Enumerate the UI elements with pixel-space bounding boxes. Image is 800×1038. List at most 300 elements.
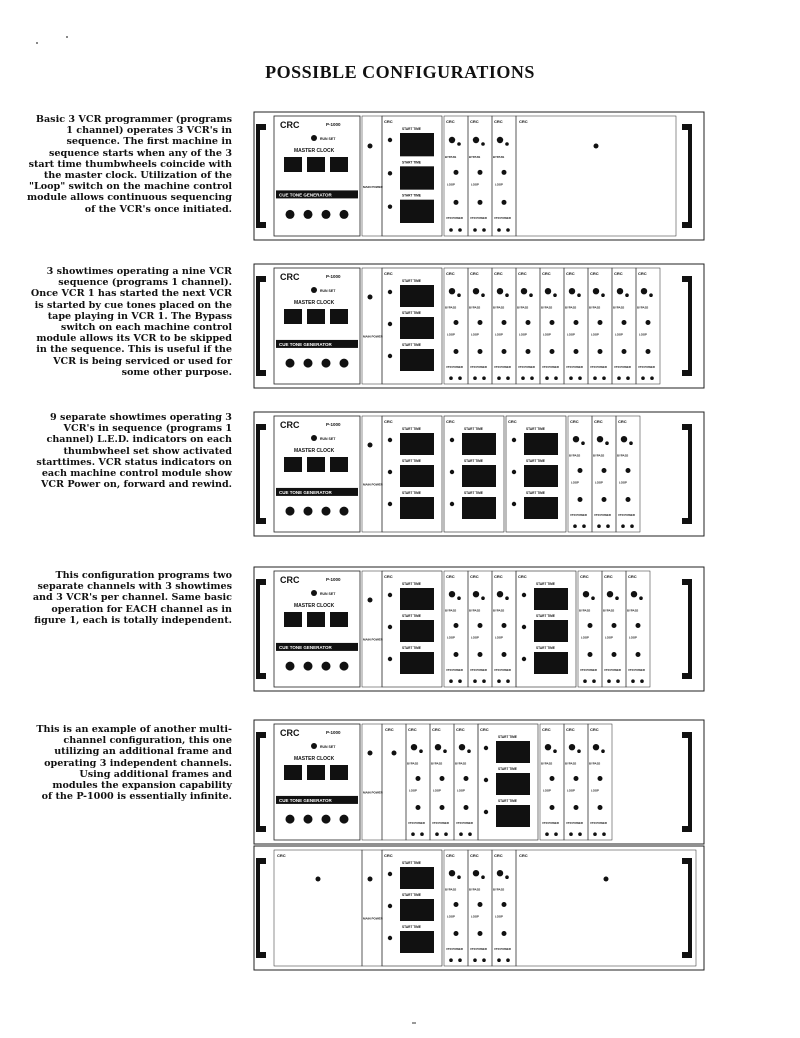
equipment-rack	[254, 112, 704, 240]
control-knob	[626, 497, 631, 502]
control-knob	[569, 832, 573, 836]
desc-line: sequence. The first machine in	[66, 136, 232, 148]
control-knob	[506, 228, 510, 232]
brand-logo: CRC	[590, 271, 599, 276]
desc-line: Once VCR 1 has started the next VCR	[30, 288, 232, 300]
rack-frame	[254, 112, 704, 240]
control-knob	[419, 749, 423, 753]
control-knob	[622, 320, 627, 325]
control-knob	[322, 210, 331, 219]
thumbwheel-window	[400, 931, 434, 953]
run-set-label: RUN SET	[320, 289, 336, 293]
control-knob	[497, 870, 503, 876]
control-knob	[464, 805, 469, 810]
vtr-power-label: VTR POWER	[446, 946, 463, 951]
control-knob	[450, 470, 454, 474]
brand-logo: CRC	[280, 728, 300, 738]
control-knob	[311, 135, 317, 141]
bypass-label: BYPASS	[617, 453, 629, 458]
control-knob	[449, 870, 455, 876]
control-knob	[454, 320, 459, 325]
control-knob	[522, 625, 526, 629]
control-knob	[602, 468, 607, 473]
vtr-power-label: VTR POWER	[580, 667, 597, 672]
start-time-label: START TIME	[402, 861, 421, 865]
control-knob	[578, 497, 583, 502]
control-knob	[646, 320, 651, 325]
brand-logo: CRC	[566, 271, 575, 276]
desc-line: and 3 VCR's per channel. Same basic	[32, 592, 232, 604]
control-knob	[593, 744, 599, 750]
brand-logo: CRC	[408, 727, 417, 732]
control-knob	[388, 657, 392, 661]
control-knob	[636, 652, 641, 657]
control-knob	[604, 877, 609, 882]
control-knob	[368, 443, 373, 448]
start-time-label: START TIME	[498, 767, 517, 771]
main-power-label: MAIN POWER	[363, 482, 383, 487]
start-time-label: START TIME	[526, 491, 545, 495]
control-knob	[454, 652, 459, 657]
brand-logo: CRC	[590, 727, 599, 732]
desc-line: channel) L.E.D. indicators on each	[46, 434, 232, 446]
vtr-power-label: VTR POWER	[542, 820, 559, 825]
control-knob	[577, 293, 581, 297]
thumbwheel-window	[400, 652, 434, 674]
vtr-power-label: VTR POWER	[590, 820, 607, 825]
control-knob	[502, 349, 507, 354]
loop-label: LOOP	[567, 332, 575, 337]
bypass-label: BYPASS	[445, 887, 457, 892]
control-knob	[617, 288, 623, 294]
control-knob	[467, 749, 471, 753]
loop-label: LOOP	[567, 788, 575, 793]
loop-label: LOOP	[447, 635, 455, 640]
control-knob	[597, 436, 603, 442]
control-knob	[606, 524, 610, 528]
vtr-power-label: VTR POWER	[432, 820, 449, 825]
control-knob	[597, 524, 601, 528]
main-power-label: MAIN POWER	[363, 185, 383, 189]
control-knob	[322, 359, 331, 368]
control-knob	[601, 293, 605, 297]
bypass-label: BYPASS	[469, 887, 481, 892]
control-knob	[411, 744, 417, 750]
control-knob	[626, 468, 631, 473]
control-knob	[569, 744, 575, 750]
clock-digit-window	[284, 765, 302, 780]
loop-label: LOOP	[581, 635, 589, 640]
start-time-label: START TIME	[536, 646, 555, 650]
control-knob	[484, 778, 488, 782]
rack-figure-3	[252, 410, 712, 540]
control-knob	[550, 776, 555, 781]
loop-label: LOOP	[629, 635, 637, 640]
start-time-label: START TIME	[526, 427, 545, 431]
cue-tone-label: CUE TONE GENERATOR	[279, 644, 332, 650]
desc-line: the master clock. Utilization of the	[43, 170, 232, 182]
control-knob	[388, 138, 392, 142]
cue-tone-label: CUE TONE GENERATOR	[279, 192, 332, 198]
run-set-label: RUN SET	[320, 437, 336, 441]
control-knob	[340, 507, 349, 516]
control-knob	[304, 210, 313, 219]
control-knob	[601, 749, 605, 753]
control-knob	[286, 507, 295, 516]
desc-line: sequence starts when any of the 3	[49, 147, 232, 159]
brand-logo: CRC	[542, 271, 551, 276]
control-knob	[578, 468, 583, 473]
master-clock-label: MASTER CLOCK	[294, 300, 335, 306]
loop-label: LOOP	[495, 182, 503, 187]
control-knob	[388, 204, 392, 208]
start-time-label: START TIME	[402, 427, 421, 431]
thumbwheel-window	[400, 166, 434, 189]
control-knob	[641, 376, 645, 380]
control-knob	[311, 590, 317, 596]
thumbwheel-window	[400, 433, 434, 455]
config-5-description	[36, 724, 232, 802]
desc-line: VCR Power on, forward and rewind.	[40, 479, 232, 491]
main-power-label: MAIN POWER	[363, 916, 383, 921]
thumbwheel-window	[400, 465, 434, 487]
master-clock-label: MASTER CLOCK	[294, 756, 335, 762]
control-knob	[388, 470, 392, 474]
control-knob	[473, 376, 477, 380]
vtr-power-label: VTR POWER	[470, 364, 487, 369]
control-knob	[602, 497, 607, 502]
model-label: P-1000	[326, 274, 341, 279]
control-knob	[521, 376, 525, 380]
desc-line: starttimes. VCR status indicators on	[36, 456, 232, 468]
vtr-power-label: VTR POWER	[618, 512, 635, 517]
control-knob	[598, 349, 603, 354]
control-knob	[629, 441, 633, 445]
control-knob	[626, 376, 630, 380]
control-knob	[591, 596, 595, 600]
control-knob	[464, 776, 469, 781]
desc-line: This configuration programs two	[55, 570, 232, 581]
control-knob	[340, 359, 349, 368]
bypass-label: BYPASS	[431, 761, 443, 766]
control-knob	[388, 502, 392, 506]
control-knob	[454, 200, 459, 205]
control-knob	[512, 438, 516, 442]
main-power-label: MAIN POWER	[363, 334, 383, 339]
clock-digit-window	[330, 309, 348, 324]
start-time-label: START TIME	[402, 614, 421, 618]
loop-label: LOOP	[639, 332, 647, 337]
master-clock-label: MASTER CLOCK	[294, 448, 335, 454]
control-knob	[650, 376, 654, 380]
rack-figure-1	[252, 110, 712, 244]
control-knob	[578, 832, 582, 836]
start-time-label: START TIME	[402, 127, 421, 131]
loop-label: LOOP	[457, 788, 465, 793]
thumbwheel-window	[524, 497, 558, 519]
loop-label: LOOP	[591, 332, 599, 337]
start-time-label: START TIME	[402, 893, 421, 897]
thumbwheel-window	[400, 497, 434, 519]
control-knob	[481, 875, 485, 879]
bypass-label: BYPASS	[445, 608, 457, 613]
rack-frame	[254, 720, 704, 844]
desc-line: each machine control module show	[41, 468, 232, 480]
control-knob	[449, 679, 453, 683]
control-knob	[592, 679, 596, 683]
desc-line: Using additional frames and	[79, 768, 232, 780]
bypass-label: BYPASS	[565, 761, 577, 766]
thumbwheel-window	[496, 805, 530, 827]
control-knob	[502, 623, 507, 628]
desc-line: in the sequence. This is useful if the	[36, 344, 232, 356]
brand-logo: CRC	[618, 419, 627, 424]
desc-line: 9 separate showtimes operating 3	[50, 412, 232, 423]
desc-line: operating 3 independent channels.	[44, 757, 232, 769]
control-knob	[598, 776, 603, 781]
brand-logo: CRC	[470, 271, 479, 276]
control-knob	[481, 142, 485, 146]
desc-line: This is an example of another multi-	[36, 724, 232, 735]
control-knob	[449, 288, 455, 294]
control-knob	[454, 902, 459, 907]
control-knob	[478, 349, 483, 354]
bypass-label: BYPASS	[469, 608, 481, 613]
control-knob	[322, 662, 331, 671]
clock-digit-window	[330, 157, 348, 172]
bypass-label: BYPASS	[445, 305, 457, 310]
loop-label: LOOP	[471, 914, 479, 919]
control-knob	[607, 591, 613, 597]
control-knob	[588, 652, 593, 657]
control-knob	[478, 902, 483, 907]
control-knob	[388, 936, 392, 940]
control-knob	[497, 137, 503, 143]
control-knob	[583, 679, 587, 683]
bypass-label: BYPASS	[589, 305, 601, 310]
control-knob	[322, 507, 331, 516]
desc-line: switch on each machine control	[60, 322, 232, 334]
control-knob	[368, 144, 373, 149]
brand-logo: CRC	[518, 271, 527, 276]
clock-digit-window	[307, 765, 325, 780]
loop-label: LOOP	[447, 182, 455, 187]
brand-logo: CRC	[456, 727, 465, 732]
control-knob	[631, 591, 637, 597]
vtr-power-label: VTR POWER	[566, 820, 583, 825]
desc-line: tape playing in VCR 1. The Bypass	[47, 310, 232, 322]
thumbwheel-window	[462, 497, 496, 519]
loop-label: LOOP	[447, 914, 455, 919]
control-knob	[368, 598, 373, 603]
control-knob	[340, 210, 349, 219]
control-knob	[577, 749, 581, 753]
equipment-rack	[254, 846, 704, 970]
control-knob	[569, 288, 575, 294]
vtr-power-label: VTR POWER	[446, 364, 463, 369]
brand-logo: CRC	[384, 419, 393, 424]
desc-line: modules the expansion capability	[52, 780, 232, 792]
control-knob	[388, 904, 392, 908]
loop-label: LOOP	[471, 182, 479, 187]
rack-frame	[254, 567, 704, 691]
config-1-description	[27, 114, 232, 215]
thumbwheel-window	[400, 867, 434, 889]
control-knob	[286, 662, 295, 671]
run-set-label: RUN SET	[320, 592, 336, 596]
control-knob	[593, 288, 599, 294]
desc-line: start time thumbwheels coincide with	[28, 158, 232, 170]
bypass-label: BYPASS	[493, 155, 505, 159]
rack-figure-2	[252, 262, 712, 392]
control-knob	[554, 832, 558, 836]
control-knob	[457, 293, 461, 297]
control-knob	[607, 679, 611, 683]
brand-logo: CRC	[628, 574, 637, 579]
control-knob	[598, 320, 603, 325]
desc-line: "Loop" switch on the machine control	[28, 181, 232, 193]
control-knob	[522, 657, 526, 661]
control-knob	[468, 832, 472, 836]
clock-digit-window	[284, 309, 302, 324]
brand-logo: CRC	[470, 119, 479, 124]
control-knob	[616, 679, 620, 683]
control-knob	[449, 228, 453, 232]
control-knob	[459, 744, 465, 750]
control-knob	[639, 596, 643, 600]
brand-logo: CRC	[277, 853, 286, 858]
brand-logo: CRC	[570, 419, 579, 424]
start-time-label: START TIME	[464, 427, 483, 431]
control-knob	[617, 376, 621, 380]
control-knob	[482, 679, 486, 683]
control-knob	[459, 832, 463, 836]
brand-logo: CRC	[580, 574, 589, 579]
vtr-power-label: VTR POWER	[446, 216, 463, 221]
control-knob	[553, 749, 557, 753]
control-knob	[450, 502, 454, 506]
desc-line: module allows continuous sequencing	[26, 192, 232, 204]
thumbwheel-window	[496, 773, 530, 795]
control-knob	[622, 349, 627, 354]
control-knob	[612, 652, 617, 657]
brand-logo: CRC	[384, 271, 393, 276]
control-knob	[505, 596, 509, 600]
clock-digit-window	[284, 612, 302, 627]
desc-line: figure 1, each is totally independent.	[34, 614, 232, 626]
thumbwheel-window	[534, 652, 568, 674]
control-knob	[554, 376, 558, 380]
control-knob	[304, 815, 313, 824]
loop-label: LOOP	[495, 635, 503, 640]
loop-label: LOOP	[571, 480, 579, 485]
start-time-label: START TIME	[498, 799, 517, 803]
clock-digit-window	[307, 157, 325, 172]
cue-tone-label: CUE TONE GENERATOR	[279, 797, 332, 803]
brand-logo: CRC	[280, 575, 300, 585]
brand-logo: CRC	[518, 574, 527, 579]
control-knob	[449, 958, 453, 962]
control-knob	[530, 376, 534, 380]
bypass-label: BYPASS	[603, 608, 615, 613]
vtr-power-label: VTR POWER	[470, 667, 487, 672]
desc-line: of the P-1000 is essentially infinite.	[41, 791, 232, 803]
control-knob	[449, 376, 453, 380]
control-knob	[340, 815, 349, 824]
control-knob	[420, 832, 424, 836]
control-knob	[630, 524, 634, 528]
control-knob	[388, 290, 392, 294]
bypass-label: BYPASS	[593, 453, 605, 458]
control-knob	[484, 810, 488, 814]
control-knob	[502, 652, 507, 657]
start-time-label: START TIME	[402, 343, 421, 347]
brand-logo: CRC	[470, 574, 479, 579]
control-knob	[311, 287, 317, 293]
start-time-label: START TIME	[402, 193, 421, 198]
main-power-label: MAIN POWER	[363, 637, 383, 642]
desc-line: channel configuration, this one	[63, 735, 232, 747]
control-knob	[522, 593, 526, 597]
brand-logo: CRC	[384, 574, 393, 579]
control-knob	[473, 228, 477, 232]
vtr-power-label: VTR POWER	[628, 667, 645, 672]
vtr-power-label: VTR POWER	[604, 667, 621, 672]
clock-digit-window	[307, 457, 325, 472]
control-knob	[505, 875, 509, 879]
control-knob	[497, 679, 501, 683]
thumbwheel-window	[400, 285, 434, 307]
brand-logo: CRC	[519, 119, 528, 124]
vtr-power-label: VTR POWER	[470, 946, 487, 951]
vtr-power-label: VTR POWER	[566, 364, 583, 369]
thumbwheel-window	[462, 433, 496, 455]
control-knob	[368, 295, 373, 300]
control-knob	[416, 776, 421, 781]
control-knob	[322, 815, 331, 824]
thumbwheel-window	[524, 465, 558, 487]
brand-logo: CRC	[566, 727, 575, 732]
control-knob	[388, 354, 392, 358]
bypass-label: BYPASS	[579, 608, 591, 613]
loop-label: LOOP	[615, 332, 623, 337]
control-knob	[484, 746, 488, 750]
control-knob	[440, 776, 445, 781]
vtr-power-label: VTR POWER	[594, 512, 611, 517]
control-knob	[506, 958, 510, 962]
control-knob	[502, 902, 507, 907]
master-clock-label: MASTER CLOCK	[294, 603, 335, 609]
control-knob	[581, 441, 585, 445]
control-knob	[497, 591, 503, 597]
bypass-label: BYPASS	[541, 761, 553, 766]
control-knob	[478, 623, 483, 628]
loop-label: LOOP	[447, 332, 455, 337]
brand-logo: CRC	[280, 120, 300, 130]
control-knob	[450, 438, 454, 442]
bypass-label: BYPASS	[541, 305, 553, 310]
start-time-label: START TIME	[402, 582, 421, 586]
control-knob	[641, 288, 647, 294]
control-knob	[311, 743, 317, 749]
brand-logo: CRC	[384, 853, 393, 858]
control-knob	[521, 288, 527, 294]
brand-logo: CRC	[638, 271, 647, 276]
control-knob	[505, 293, 509, 297]
loop-label: LOOP	[433, 788, 441, 793]
desc-line: Basic 3 VCR programmer (programs	[35, 114, 232, 125]
control-knob	[458, 679, 462, 683]
